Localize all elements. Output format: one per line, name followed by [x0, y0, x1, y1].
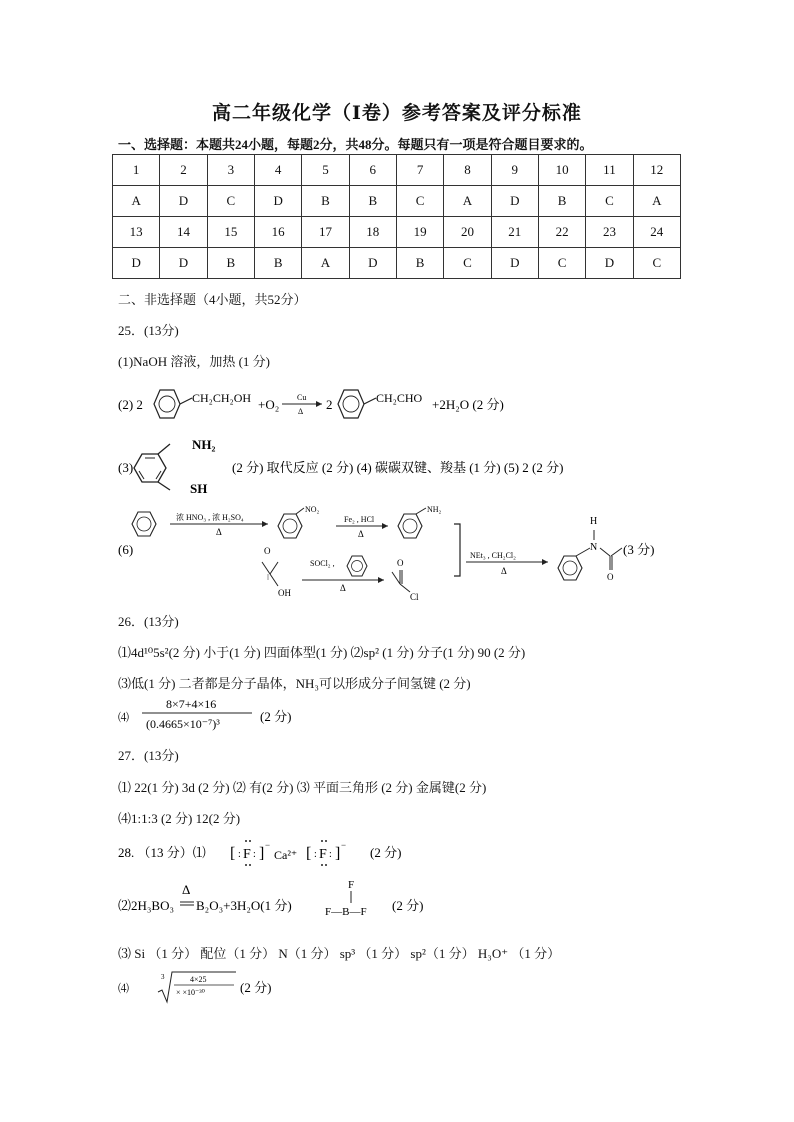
answer-row-answers: [113, 248, 681, 279]
q25-p2-prefix: (2) 2: [118, 397, 143, 412]
q25-p2-tail: +2H₂O (2 分): [432, 397, 504, 412]
q25-p6-reagent3: NEt₃ , CH₂Cl₂: [470, 551, 516, 560]
answer-cell: C: [538, 248, 585, 279]
svg-text::: :: [238, 849, 241, 860]
q28-l4-root-index: 3: [161, 973, 165, 981]
q25-part1: (1)NaOH 溶液，加热 (1 分): [118, 354, 271, 369]
svg-text::: :: [329, 849, 332, 860]
svg-text:]: ]: [259, 845, 265, 862]
answer-table: [112, 154, 681, 279]
answer-cell: B: [349, 186, 396, 217]
answer-cell: 2: [160, 155, 207, 186]
answer-cell: 11: [586, 155, 633, 186]
benzene-ring-icon: [132, 512, 156, 536]
answer-cell: 4: [254, 155, 301, 186]
q28-heading: 28. （13 分）⑴: [118, 845, 206, 860]
answer-cell: 3: [207, 155, 254, 186]
svg-text:−: −: [341, 840, 347, 850]
q28-f1: F: [243, 847, 251, 862]
q25-heading: 25．(13分): [118, 323, 179, 338]
q25-p3-label: (3): [118, 460, 134, 475]
svg-text:[: [: [230, 845, 236, 862]
answer-cell: C: [586, 186, 633, 217]
q26-line2: ⑶低(1 分) 二者都是分子晶体，NH₃可以形成分子间氢键 (2 分): [118, 676, 471, 691]
benzene-ring-icon: [398, 514, 422, 538]
answer-cell: 18: [349, 217, 396, 248]
q28-l4-label: ⑷: [118, 983, 129, 995]
answer-cell: 16: [254, 217, 301, 248]
answer-cell: C: [396, 186, 443, 217]
answer-cell: A: [302, 248, 349, 279]
answer-cell: 1: [113, 155, 160, 186]
q26-line1: ⑴4d¹⁰5s²(2 分) 小于(1 分) 四面体型(1 分) ⑵sp² (1 分) 分子(1 分) 90 (2 分): [118, 645, 526, 660]
answer-cell: 24: [633, 217, 680, 248]
q28-l1-score: (2 分): [370, 845, 402, 860]
q28-line2: [112, 876, 532, 926]
answer-cell: A: [633, 186, 680, 217]
answer-row-numbers: [113, 155, 681, 186]
q25-p6-label: (6): [118, 542, 134, 557]
q25-part3-structure: [112, 432, 672, 498]
answer-cell: D: [491, 186, 538, 217]
q26-l4-denominator: (0.4665×10⁻⁷)³: [146, 717, 220, 731]
answer-cell: 5: [302, 155, 349, 186]
q25-p6-o1: O: [264, 546, 271, 556]
q25-p6-reagent2: Fe₂ , HCl: [344, 515, 375, 524]
answer-cell: 12: [633, 155, 680, 186]
answer-cell: 19: [396, 217, 443, 248]
q28-ca: Ca²⁺: [274, 848, 298, 862]
answer-row-numbers: [113, 217, 681, 248]
q25-p6-heat4: Δ: [501, 566, 507, 576]
q28-bf3-ftop: F: [348, 879, 355, 891]
answer-cell: B: [207, 248, 254, 279]
q25-p3-nh2: NH₂: [192, 437, 216, 452]
answer-cell: 7: [396, 155, 443, 186]
q26-l4-label: ⑷: [118, 712, 129, 724]
answer-cell: D: [349, 248, 396, 279]
svg-text::: :: [253, 849, 256, 860]
answer-cell: 17: [302, 217, 349, 248]
answer-cell: C: [207, 186, 254, 217]
benzene-ring-icon: [347, 556, 367, 576]
q28-l2-heat: Δ: [182, 882, 191, 897]
q25-p6-heat2: Δ: [358, 529, 364, 539]
answer-cell: 14: [160, 217, 207, 248]
answer-cell: D: [491, 248, 538, 279]
q28-l2-score: (2 分): [392, 898, 424, 913]
q25-p6-h: H: [590, 516, 598, 527]
benzene-ring-icon: [338, 390, 364, 418]
answer-cell: D: [160, 248, 207, 279]
q25-p6-n: N: [590, 542, 598, 553]
q25-p6-heat3: Δ: [340, 583, 346, 593]
answer-cell: A: [444, 186, 491, 217]
q28-line1: [112, 832, 532, 872]
q28-l2-suffix: B₂O₃+3H₂O(1 分): [196, 898, 292, 913]
answer-cell: 22: [538, 217, 585, 248]
answer-cell: 13: [113, 217, 160, 248]
answer-row-answers: [113, 186, 681, 217]
q27-line1: ⑴ 22(1 分) 3d (2 分) ⑵ 有(2 分) ⑶ 平面三角形 (2 分) 金属键(2 分): [118, 780, 487, 795]
q28-line3: ⑶ Si （1 分） 配位（1 分） N（1 分） sp³ （1 分） sp²（1 分） H₃O⁺ （1 分）: [118, 946, 561, 961]
q26-heading: 26．(13分): [118, 614, 179, 629]
page-title: 高二年级化学（Ⅰ卷）参考答案及评分标准: [212, 103, 582, 124]
answer-cell: D: [113, 248, 160, 279]
q25-p2-product: CH₂CHO: [376, 391, 423, 405]
answer-cell: D: [160, 186, 207, 217]
section-1-heading: 一、选择题：本题共24小题，每题2分，共48分。每题只有一项是符合题目要求的。: [118, 137, 593, 152]
q25-p6-o2: O: [397, 558, 404, 568]
answer-cell: C: [444, 248, 491, 279]
answer-cell: 6: [349, 155, 396, 186]
q25-p6-heat1: Δ: [216, 527, 222, 537]
q26-l4-numerator: 8×7+4×16: [166, 697, 217, 711]
q28-f2: F: [319, 847, 327, 862]
q25-p6-nh2: NH₂: [427, 505, 442, 514]
benzene-ring-icon: [278, 514, 302, 538]
svg-text:−: −: [265, 840, 271, 850]
q25-p6-score: (3 分): [623, 542, 655, 557]
benzene-ring-icon: [154, 390, 180, 418]
q25-p6-oh: OH: [278, 588, 291, 598]
q27-line2: ⑷1:1:3 (2 分) 12(2 分): [118, 811, 241, 826]
q25-part6-synthesis: [112, 500, 692, 608]
q25-p6-cl: Cl: [410, 592, 419, 602]
answer-cell: 15: [207, 217, 254, 248]
answer-cell: B: [254, 248, 301, 279]
q25-p2-coef: 2: [326, 397, 333, 412]
answer-cell: 20: [444, 217, 491, 248]
section-2-heading: 二、非选择题（4小题，共52分）: [118, 292, 307, 307]
q25-p6-socl2: SOCl₂ ,: [310, 559, 335, 568]
answer-cell: 21: [491, 217, 538, 248]
q28-bf3-mid: F—B—F: [325, 906, 367, 918]
q27-heading: 27．(13分): [118, 748, 179, 763]
svg-text:[: [: [306, 845, 312, 862]
svg-text:]: ]: [335, 845, 341, 862]
q28-l4-score: (2 分): [240, 980, 272, 995]
q25-p2-reactant: CH₂CH₂OH: [192, 391, 252, 405]
q25-p6-o3: O: [607, 572, 614, 582]
answer-cell: 8: [444, 155, 491, 186]
q26-line4-formula: [112, 694, 412, 734]
q26-l4-score: (2 分): [260, 709, 292, 724]
benzene-ring-icon: [558, 556, 582, 580]
q28-l4-numerator: 4×25: [190, 975, 207, 984]
answer-cell: B: [302, 186, 349, 217]
answer-cell: B: [538, 186, 585, 217]
answer-cell: D: [586, 248, 633, 279]
answer-cell: B: [396, 248, 443, 279]
q25-p2-catalyst: Cu: [297, 393, 307, 402]
answer-cell: 9: [491, 155, 538, 186]
answer-cell: 10: [538, 155, 585, 186]
q28-l2-prefix: ⑵2H₃BO₃: [118, 898, 175, 913]
q25-p2-o2: +O₂: [258, 397, 280, 412]
answer-cell: A: [113, 186, 160, 217]
q25-p6-no2: NO₂: [305, 505, 320, 514]
q25-p2-heat: Δ: [298, 407, 304, 416]
q25-p3-sh: SH: [190, 481, 208, 496]
q25-p3-text: (2 分) 取代反应 (2 分) (4) 碳碳双键、羧基 (1 分) (5) 2 (2 分): [232, 460, 564, 475]
q25-p6-reagent1: 浓 HNO₃ , 浓 H₂SO₄: [176, 513, 244, 522]
answer-cell: D: [254, 186, 301, 217]
q28-l4-denominator: × ×10⁻³⁰: [176, 988, 205, 997]
answer-cell: C: [633, 248, 680, 279]
answer-cell: 23: [586, 217, 633, 248]
q28-line4-formula: [112, 966, 412, 1008]
svg-text::: :: [314, 849, 317, 860]
q25-part2-equation: [112, 378, 552, 430]
